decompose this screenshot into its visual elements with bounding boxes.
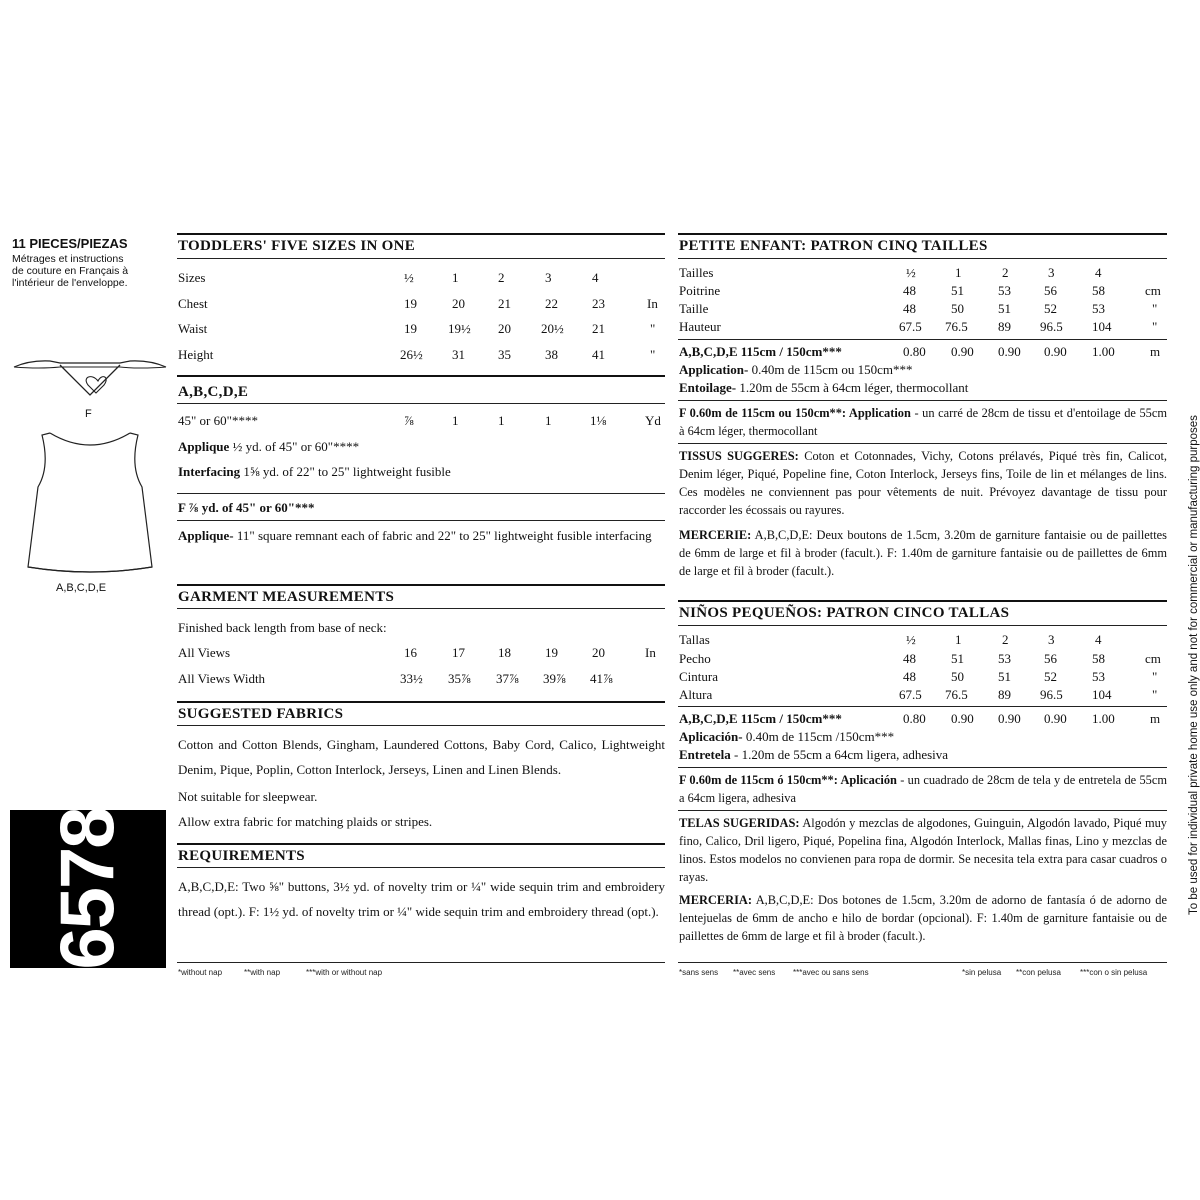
- english-top-rule: [177, 233, 665, 235]
- spanish-aplicacion: Aplicación- 0.40m de 115cm /150cm***: [679, 729, 895, 744]
- spanish-telas: TELAS SUGERIDAS: Algodón y mezclas de algodones, Guinguin, Algodón lavado, Piqué muy fino, Calico, Dril ligero, Piqué, Popelina fina, Algodón Interlock, Mallas finas, Lino y mezclas de linos. Estos modelos no convienen para ropa de dormir. Se necesita tela extra para casar cuadros o rayas.: [679, 816, 1167, 884]
- requirements-text: A,B,C,D,E: Two ⅝" buttons, 3½ yd. of novelty trim or ¼" wide sequin trim and embroidery thread (opt.). F: 1½ yd. of novelty trim or ¼" wide sequin trim and embroidery thread (opt.).: [178, 879, 665, 919]
- french-footnote-1: *sans sens: [679, 968, 719, 977]
- english-footnote-1: *without nap: [178, 968, 223, 977]
- spanish-entretela: Entretela - 1.20m de 55cm a 64cm ligera, adhesiva: [679, 747, 949, 762]
- suggested-fabrics-heading: SUGGESTED FABRICS: [178, 706, 344, 722]
- suggested-fabrics-note-sleepwear: Not suitable for sleepwear.: [178, 789, 318, 804]
- french-entoilage: Entoilage- 1.20m de 55cm à 64cm léger, thermocollant: [679, 380, 969, 395]
- french-heading: PETITE ENFANT: PATRON CINQ TAILLES: [679, 238, 988, 254]
- english-applique: Applique ½ yd. of 45" or 60"****: [178, 439, 360, 454]
- english-rule: [177, 258, 665, 259]
- view-f-illustration: [10, 355, 170, 415]
- french-instructions-note: Métrages et instructions de couture en Français à l'intérieur de l'enveloppe.: [12, 253, 129, 289]
- suggested-fabrics-note-plaids: Allow extra fabric for matching plaids or stripes.: [178, 814, 433, 829]
- english-rule-views: [177, 375, 665, 377]
- spanish-heading: NIÑOS PEQUEÑOS: PATRON CINCO TALLAS: [679, 605, 1010, 621]
- french-application: Application- 0.40m de 115cm ou 150cm***: [679, 362, 913, 377]
- french-mercerie: MERCERIE: A,B,C,D,E: Deux boutons de 1.5cm, 3.20m de garniture fantaisie ou de paillettes de 6mm de large et fil à broder (facult.). F: 1.40m de garniture fantaisie ou de paillettes de 6mm de large et fil à broder (facult.).: [679, 528, 1167, 578]
- french-view-f: F 0.60m de 115cm ou 150cm**: Application - un carré de 28cm de tissu et d'entoilage de 55cm à 64cm léger, thermocollant: [679, 406, 1167, 438]
- spanish-footnote-2: **con pelusa: [1016, 968, 1061, 977]
- pattern-number-box: [10, 810, 166, 968]
- english-view-f-line: F ⅞ yd. of 45" or 60"***: [178, 500, 315, 515]
- view-abcde-illustration: [20, 427, 160, 577]
- view-f-label: F: [85, 408, 92, 420]
- english-interfacing: Interfacing 1⅝ yd. of 22" to 25" lightweight fusible: [178, 464, 451, 479]
- french-footnote-2: **avec sens: [733, 968, 776, 977]
- english-heading: TODDLERS' FIVE SIZES IN ONE: [178, 238, 416, 254]
- pieces-label: 11 PIECES/PIEZAS: [12, 236, 128, 251]
- spanish-view-f: F 0.60m de 115cm ó 150cm**: Aplicación - un cuadrado de 28cm de tela y de entretela de 55cm a 64cm ligera, adhesiva: [679, 773, 1167, 805]
- requirements-heading: REQUIREMENTS: [178, 848, 305, 864]
- garment-measurements-heading: GARMENT MEASUREMENTS: [178, 589, 395, 605]
- french-tissus: TISSUS SUGGERES: Coton et Cotonnades, Vichy, Cotons prélavés, Piqué très fin, Calicot, Denim léger, Piqué, Popeline fine, Coton Interlock, Jerseys fins, Toile de lin et mélanges de lins. Ces modèles ne conviennent pas pour vêtements de nuit. Prévoyez davantage de tissu pour raccorder les écossais ou rayures.: [679, 449, 1167, 517]
- garment-subheading: Finished back length from base of neck:: [178, 620, 387, 635]
- usage-side-note: To be used for individual private home use only and not for commercial or manufacturing purposes: [1188, 415, 1200, 915]
- spanish-footnote-3: ***con o sin pelusa: [1080, 968, 1148, 977]
- spanish-merceria: MERCERIA: A,B,C,D,E: Dos botones de 1.5cm, 3.20m de adorno de fantasía ó de adorno de lentejuelas de 6mm de ancho e hilo de bordar (opcional). F: 1.40m de garniture fantaisie ou de paillettes de 6mm de large et fil à broder (facult.).: [679, 893, 1167, 943]
- suggested-fabrics-text: Cotton and Cotton Blends, Gingham, Laundered Cottons, Baby Cord, Calico, Lightweight Denim, Pique, Poplin, Cotton Interlock, Jerseys, Linen and Linen Blends.: [178, 737, 665, 777]
- english-footnote-2: **with nap: [244, 968, 281, 977]
- english-footnote-3: ***with or without nap: [306, 968, 383, 977]
- english-view-f-applique: Applique- 11" square remnant each of fabric and 22" to 25" lightweight fusible interfacing: [178, 528, 652, 543]
- view-abcde-label: A,B,C,D,E: [56, 582, 107, 594]
- spanish-footnote-1: *sin pelusa: [962, 968, 1002, 977]
- french-footnote-3: ***avec ou sans sens: [793, 968, 869, 977]
- english-views-heading: A,B,C,D,E: [178, 384, 249, 400]
- pattern-number: 6578: [45, 808, 131, 970]
